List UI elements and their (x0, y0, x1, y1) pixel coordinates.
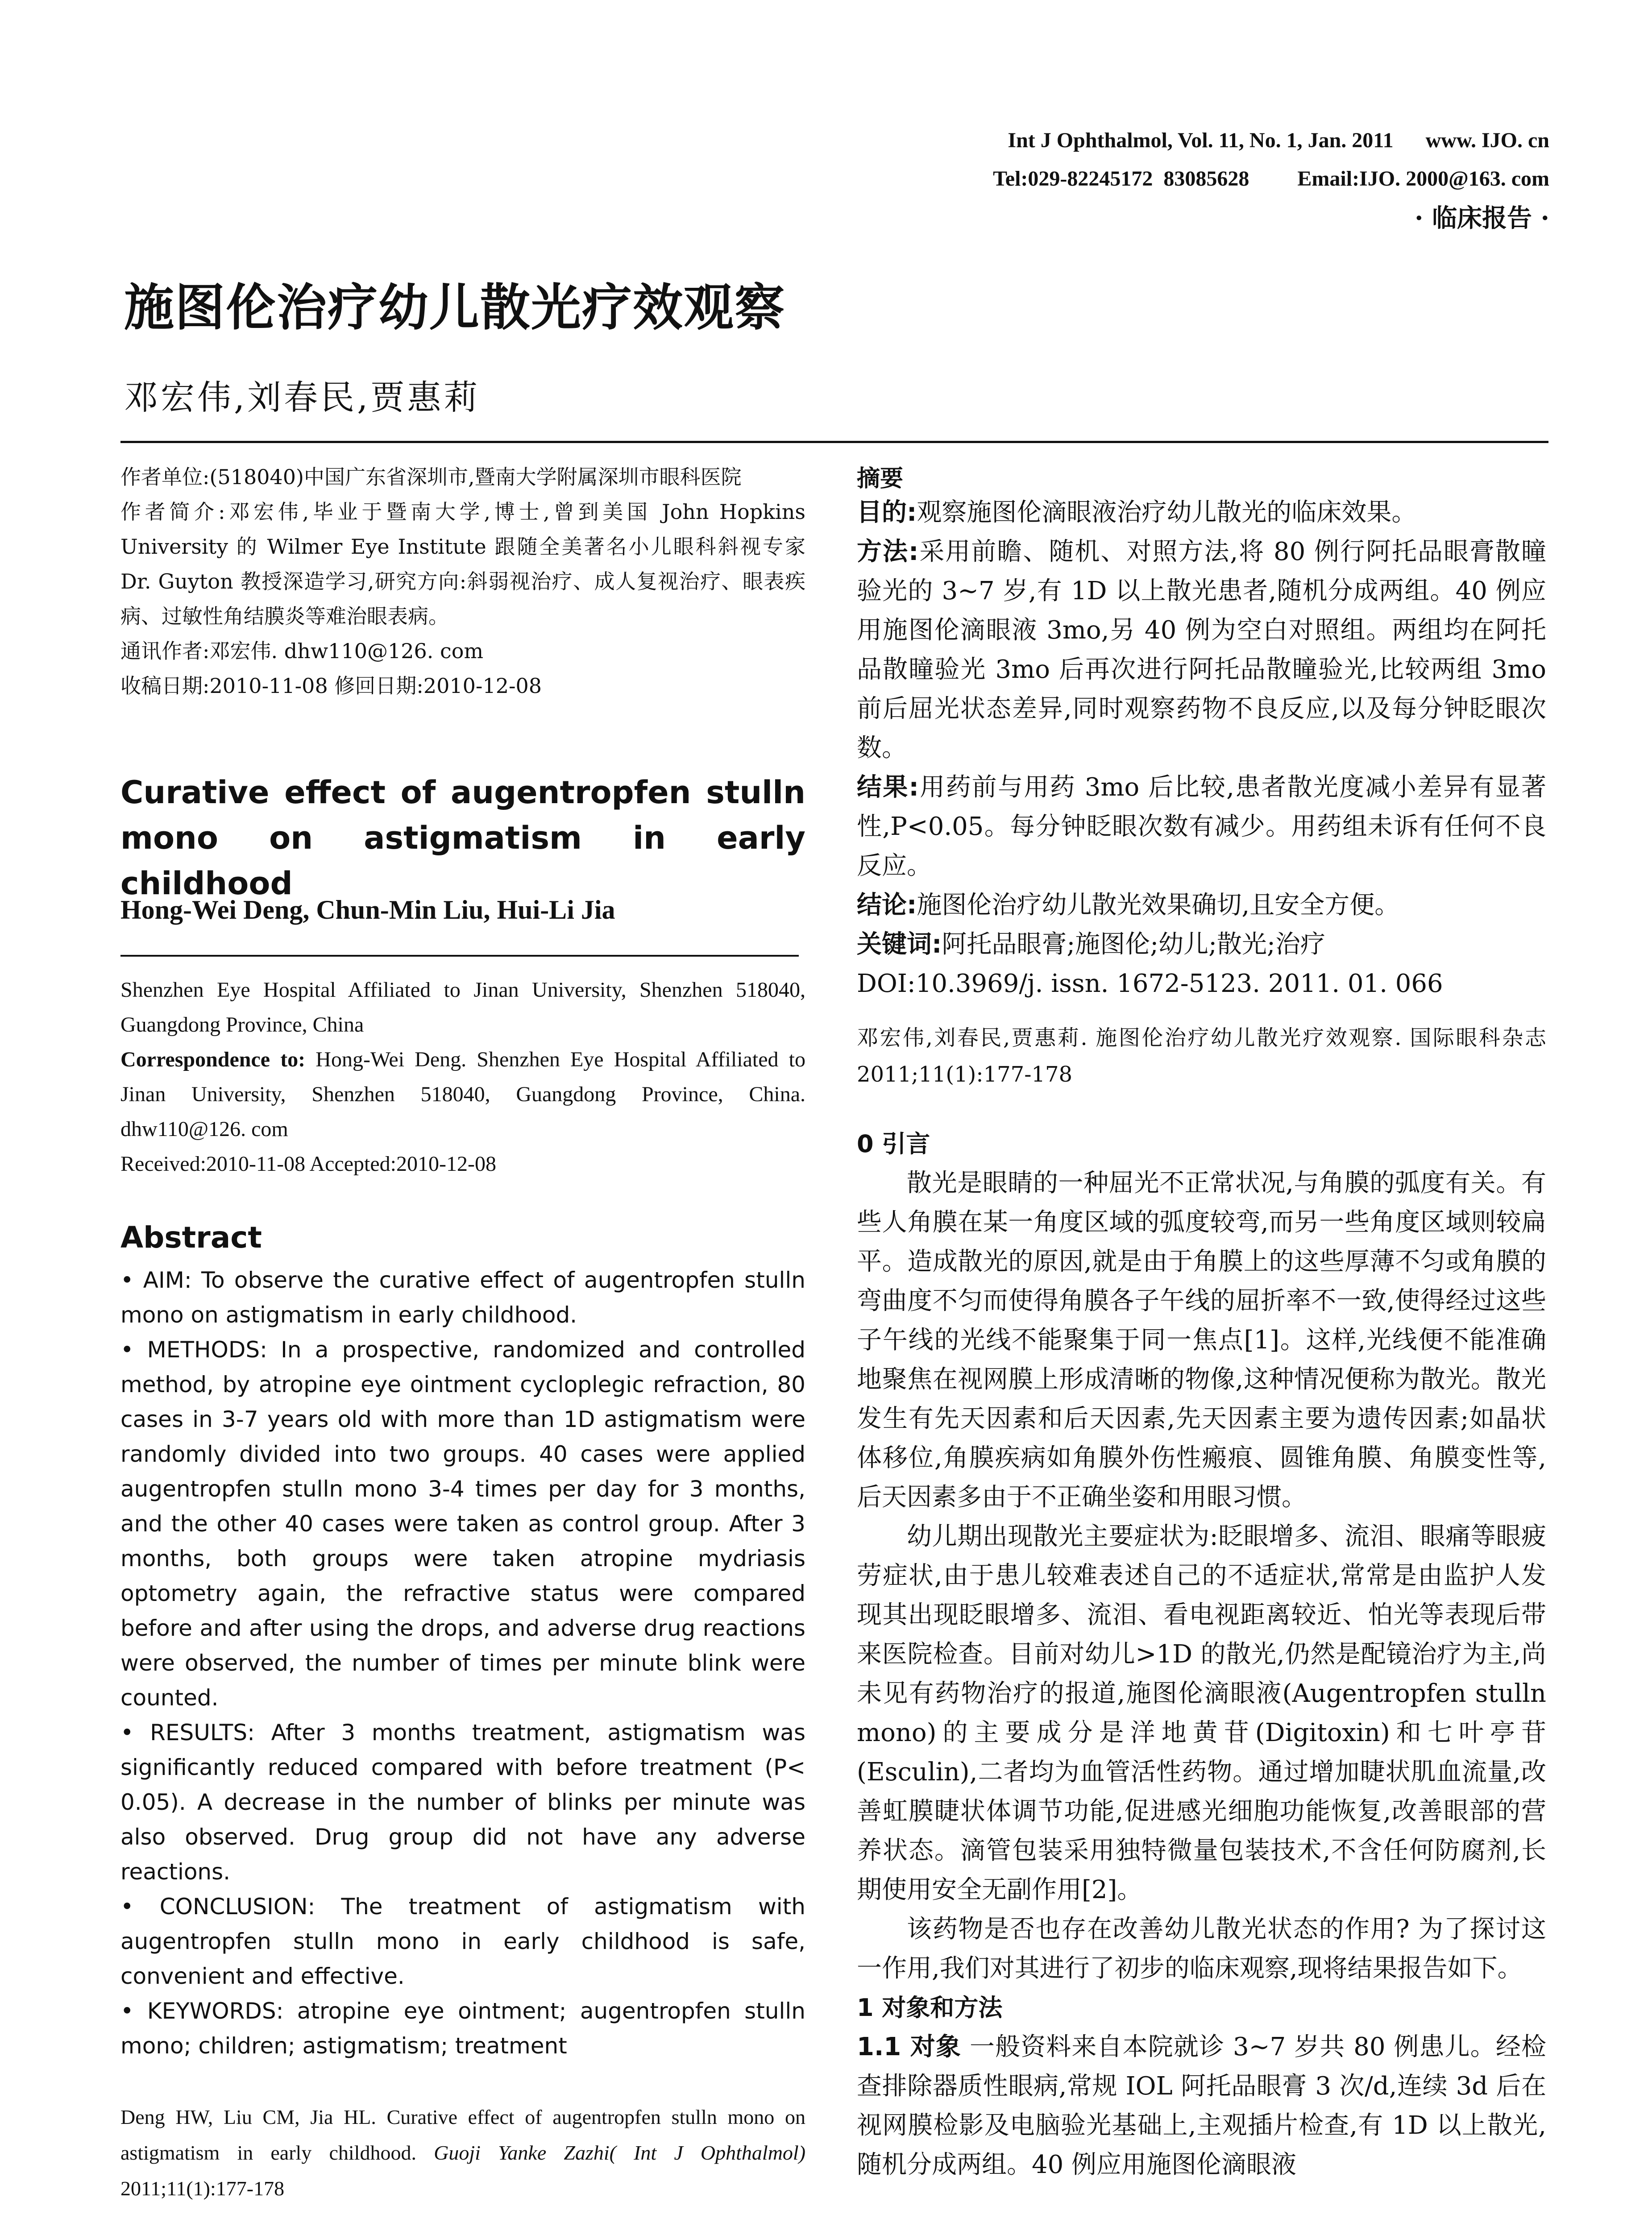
correspondence-label: Correspondence to: (120, 1048, 306, 1071)
tel-line: Tel:029-82245172 83085628 (993, 167, 1249, 191)
citation-authors-title: Deng HW, Liu CM, Jia HL. Curative effect of augentropfen stulln mono on astigmatism in early childhood. (120, 2106, 805, 2164)
cn-results-text: 用药前与用药 3mo 后比较,患者散光度减小差异有显著性,P<0.05。每分钟眨眼次数有减少。用药组未诉有任何不良反应。 (857, 773, 1546, 880)
cn-aim-label: 目的: (857, 498, 917, 527)
abstract-methods: • METHODS: In a prospective, randomized and controlled method, by atropine eye ointment cycloplegic refraction, 80 cases in 3-7 years old with more than 1D astigmatism were randomly divided into two groups. 40 cases were applied augentropfen stulln mono 3-4 times per day for 3 months, and the other 40 cases were taken as control group. After 3 months, both groups were taken atropine mydriasis optometry again, the refractive status were compared before and after using the drops, and adverse drug reactions were observed, the number of times per minute blink were counted. (120, 1337, 805, 1711)
email-line: Email:IJO. 2000@163. com (1297, 167, 1549, 191)
methods-heading: 1 对象和方法 (857, 1994, 1003, 2022)
cn-abstract-heading: 摘要 (857, 465, 904, 492)
subjects-text: 一般资料来自本院就诊 3~7 岁共 80 例患儿。经检查排除器质性眼病,常规 IOL 阿托品眼膏 3 次/d,连续 3d 后在视网膜检影及电脑验光基础上,主观插片检查,有 1D 以上散光,随机分成两组。40 例应用施图伦滴眼液 (857, 2032, 1546, 2179)
chinese-citation: 邓宏伟,刘春民,贾惠莉. 施图伦治疗幼儿散光疗效观察. 国际眼科杂志 2011;11(1):177-178 (857, 1025, 1546, 1087)
cn-methods (857, 532, 1546, 768)
cn-results (857, 768, 1546, 886)
article-body (857, 1124, 1546, 2185)
section-tag: · 临床报告 · (1415, 203, 1549, 233)
journal-line: Int J Ophthalmol, Vol. 11, No. 1, Jan. 2011 (1008, 129, 1394, 152)
cn-aim-text: 观察施图伦滴眼液治疗幼儿散光的临床效果。 (917, 498, 1417, 527)
subjects-label: 1.1 对象 (857, 2032, 962, 2061)
chinese-abstract (857, 493, 1546, 1004)
english-abstract (120, 1263, 805, 2063)
received-dates: 收稿日期:2010-11-08 修回日期:2010-12-08 (120, 674, 542, 698)
english-authors: Hong-Wei Deng, Chun-Min Liu, Hui-Li Jia (120, 895, 615, 925)
english-affiliation-block (120, 973, 805, 1182)
doi: DOI:10.3969/j. issn. 1672-5123. 2011. 01. 066 (857, 969, 1443, 998)
received-accepted: Received:2010-11-08 Accepted:2010-12-08 (120, 1152, 496, 1176)
abstract-results: • RESULTS: After 3 months treatment, astigmatism was significantly reduced compared with before treatment (P< 0.05). A decrease in the number of blinks per minute was also observed. Drug group did not have any adverse reactions. (120, 1720, 805, 1885)
author-affiliation: 作者单位:(518040)中国广东省深圳市,暨南大学附属深圳市眼科医院 (120, 465, 742, 489)
cn-conclusion (857, 886, 1546, 925)
english-title: Curative effect of augentropfen stulln mono on astigmatism in early childhood (120, 774, 805, 902)
cn-keywords-label: 关键词: (857, 930, 942, 959)
cn-keywords-text: 阿托品眼膏;施图伦;幼儿;散光;治疗 (942, 930, 1325, 959)
cn-conclusion-text: 施图伦治疗幼儿散光效果确切,且安全方便。 (917, 891, 1400, 920)
cn-results-label: 结果: (857, 773, 919, 802)
english-citation (120, 2099, 805, 2206)
title-rule (120, 441, 1548, 443)
abstract-keywords: • KEYWORDS: atropine eye ointment; augentropfen stulln mono; children; astigmatism; treatment (120, 1998, 805, 2059)
corresponding-author: 通讯作者:邓宏伟. dhw110@126. com (120, 639, 484, 663)
intro-paragraph-2: 幼儿期出现散光主要症状为:眨眼增多、流泪、眼痛等眼疲劳症状,由于患儿较难表述自己的不适症状,常常是由监护人发现其出现眨眼增多、流泪、看电视距离较近、怕光等表现后带来医院检查。目前对幼儿>1D 的散光,仍然是配镜治疗为主,尚未见有药物治疗的报道,施图伦滴眼液(Augentropfen stulln mono)的主要成分是洋地黄苷(Digitoxin)和七叶亭苷(Esculin),二者均为血管活性药物。通过增加睫状肌血流量,改善虹膜睫状体调节功能,促进感光细胞功能恢复,改善眼部的营养状态。滴管包装采用独特微量包装技术,不含任何防腐剂,长期使用安全无副作用[2]。 (857, 1522, 1546, 1904)
article-title: 施图伦治疗幼儿散光疗效观察 (124, 279, 785, 337)
cn-keywords (857, 925, 1546, 964)
subjects-paragraph (857, 2028, 1546, 2185)
abstract-heading: Abstract (120, 1220, 262, 1255)
correspondence-text: Hong-Wei Deng. Shenzhen Eye Hospital Affiliated to Jinan University, Shenzhen 518040, Guangdong Province, China. dhw110@126. com (120, 1048, 806, 1141)
intro-heading: 0 引言 (857, 1130, 930, 1158)
abstract-conclusion: • CONCLUSION: The treatment of astigmatism with augentropfen stulln mono in early childhood is safe, convenient and effective. (120, 1894, 805, 1989)
authors-rule (120, 955, 799, 957)
author-info (120, 460, 805, 703)
cn-conclusion-label: 结论: (857, 891, 917, 920)
english-affiliation: Shenzhen Eye Hospital Affiliated to Jinan University, Shenzhen 518040, Guangdong Province, China (120, 978, 805, 1037)
citation-journal: Guoji Yanke Zazhi( Int J Ophthalmol) (434, 2141, 806, 2164)
contact-header (983, 142, 1549, 191)
authors-cn: 邓宏伟,刘春民,贾惠莉 (124, 377, 481, 417)
cn-methods-label: 方法: (857, 537, 919, 566)
correspondence (120, 1042, 805, 1147)
abstract-aim: • AIM: To observe the curative effect of augentropfen stulln mono on astigmatism in early childhood. (120, 1267, 805, 1328)
intro-paragraph-3: 该药物是否也存在改善幼儿散光状态的作用? 为了探讨这一作用,我们对其进行了初步的临床观察,现将结果报告如下。 (857, 1915, 1546, 1983)
journal-website: www. IJO. cn (1425, 129, 1549, 152)
intro-paragraph-1: 散光是眼睛的一种屈光不正常状况,与角膜的弧度有关。有些人角膜在某一角度区域的弧度较弯,而另一些角度区域则较扁平。造成散光的原因,就是由于角膜上的这些厚薄不匀或角膜的弯曲度不匀而使得角膜各子午线的屈折率不一致,使得经过这些子午线的光线不能聚集于同一焦点[1]。这样,光线便不能准确地聚焦在视网膜上形成清晰的物像,这种情况便称为散光。散光发生有先天因素和后天因素,先天因素主要为遗传因素;如晶状体移位,角膜疾病如角膜外伤性瘢痕、圆锥角膜、角膜变性等,后天因素多由于不正确坐姿和用眼习惯。 (857, 1169, 1546, 1512)
cn-methods-text: 采用前瞻、随机、对照方法,将 80 例行阿托品眼膏散瞳验光的 3~7 岁,有 1D 以上散光患者,随机分成两组。40 例应用施图伦滴眼液 3mo,另 40 例为空白对照组。两组均在阿托品散瞳验光 3mo 后再次进行阿托品散瞳验光,比较两组 3mo 前后屈光状态差异,同时观察药物不良反应,以及每分钟眨眼次数。 (857, 537, 1546, 763)
citation-volume: 2011;11(1):177-178 (120, 2177, 285, 2200)
author-bio: 作者简介:邓宏伟,毕业于暨南大学,博士,曾到美国 John Hopkins University 的 Wilmer Eye Institute 跟随全美著名小儿眼科斜视专家 Dr. Guyton 教授深造学习,研究方向:斜弱视治疗、成人复视治疗、眼表疾病、过敏性角结膜炎等难治眼表病。 (120, 500, 805, 628)
cn-aim (857, 493, 1546, 532)
